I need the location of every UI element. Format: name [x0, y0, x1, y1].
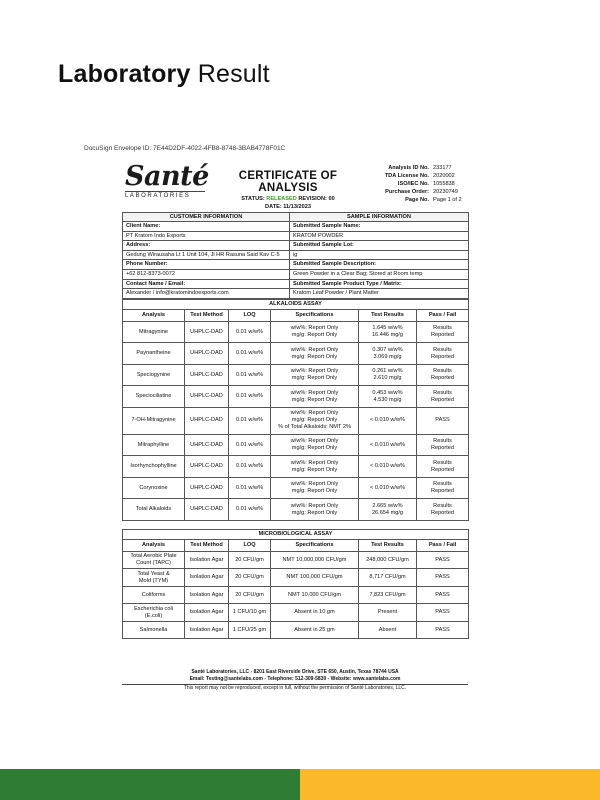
test-method: UHPLC-DAD [185, 499, 229, 521]
pass-fail-cell [417, 343, 469, 365]
meta-label: TDA License No. [384, 173, 429, 179]
analysis-name-line: Coliforms [141, 591, 166, 598]
certificate-document [122, 160, 468, 639]
specification-line: mg/g: Report Only [291, 509, 338, 516]
alkaloid-row [123, 477, 469, 499]
sample-info-heading: SAMPLE INFORMATION [290, 213, 469, 222]
certificate-footer [122, 669, 468, 692]
meta-label: Purchase Order: [385, 189, 429, 195]
test-method: Isolation Agar [185, 586, 229, 604]
specification-cell [271, 477, 359, 499]
test-method: UHPLC-DAD [185, 456, 229, 478]
test-result-line: 4.530 mg/g [373, 396, 402, 403]
sample-type-value: Kratom Leaf Powder / Plant Matter [290, 289, 469, 299]
meta-row [372, 188, 473, 196]
specification-line: w/w%: Report Only [290, 438, 339, 444]
pass-fail: PASS [417, 551, 469, 569]
test-result: Present [359, 604, 417, 622]
pass-fail-line: Reported [431, 445, 455, 451]
phone-label: Phone Number: [123, 260, 290, 270]
analysis-name-cell [123, 621, 185, 639]
column-header: Specifications [271, 539, 359, 551]
loq-value: 0.01 w/w% [229, 343, 271, 365]
loq-value: 0.01 w/w% [229, 321, 271, 343]
specification-line: w/w%: Report Only [290, 481, 339, 487]
certificate-header [122, 160, 468, 210]
meta-label: ISO/IEC No. [397, 181, 429, 187]
test-method: Isolation Agar [185, 621, 229, 639]
specification: Absent in 10 gm [271, 604, 359, 622]
test-result-line: 2.665 w/w% [372, 502, 403, 509]
pass-fail-line: Results [433, 325, 452, 331]
loq-value: 0.01 w/w% [229, 386, 271, 408]
analysis-name-line: (E.coli) [144, 612, 163, 619]
page-title-rest: Result [197, 60, 270, 88]
specification-cell [271, 407, 359, 434]
pass-fail-line: Results [433, 438, 452, 444]
analysis-name-cell [123, 569, 185, 587]
micro-row [123, 586, 469, 604]
status-badge: RELEASED [266, 196, 297, 202]
analysis-name: Corynoxine [123, 477, 185, 499]
test-result-line: 3.069 mg/g [373, 353, 402, 360]
meta-row [372, 172, 473, 180]
sample-name-label: Submitted Sample Name: [290, 222, 469, 232]
certificate-date: DATE: 11/13/2023 [265, 204, 311, 210]
analysis-meta [372, 164, 473, 204]
specification-line: w/w%: Report Only [290, 410, 339, 417]
pass-fail-line: Reported [431, 332, 455, 338]
loq-value: 0.01 w/w% [229, 477, 271, 499]
meta-value: Page 1 of 2 [433, 197, 462, 203]
pass-fail-line: Reported [431, 375, 455, 381]
specification-line: mg/g: Report Only [291, 445, 338, 451]
test-result-cell [359, 407, 417, 434]
customer-info-heading: CUSTOMER INFORMATION [123, 213, 290, 222]
specification-line: w/w%: Report Only [290, 368, 339, 374]
logo-subtitle: LABORATORIES [125, 191, 205, 199]
column-header: Pass / Fail [417, 309, 469, 321]
pass-fail: PASS [417, 604, 469, 622]
meta-value: 1055838 [433, 181, 455, 187]
pass-fail-line: Results [433, 502, 452, 509]
test-result-line: 2.610 mg/g [373, 375, 402, 381]
specification-line: mg/g: Report Only [291, 375, 338, 381]
pass-fail-line: Reported [431, 396, 455, 403]
analysis-name: 7-OH-Mitragynine [123, 407, 185, 434]
analysis-name-cell [123, 551, 185, 569]
specification: NMT 10,000 CFU/gm [271, 586, 359, 604]
test-result-line: < 0.010 w/w% [370, 441, 405, 448]
page-title-bold: Laboratory [58, 60, 191, 88]
specification-cell [271, 321, 359, 343]
footer-bar-green [0, 769, 300, 800]
specification-line: % of Total Alkaloids: NMT 2% [278, 424, 351, 431]
test-result-cell [359, 499, 417, 521]
specification-line: mg/g: Report Only [291, 353, 338, 360]
footer-address: Santé Laboratories, LLC - 8201 East Riverside Drive, STE 650, Austin, Texas 78744 USA [191, 669, 399, 675]
column-header: LOQ [229, 309, 271, 321]
pass-fail-line: Reported [431, 353, 455, 360]
test-result-cell [359, 477, 417, 499]
specification: NMT 100,000 CFU/gm [271, 569, 359, 587]
specification-line: mg/g: Report Only [291, 396, 338, 403]
pass-fail-cell [417, 407, 469, 434]
column-header: Test Results [359, 539, 417, 551]
column-header: Test Results [359, 309, 417, 321]
micro-row [123, 569, 469, 587]
test-result-cell [359, 364, 417, 386]
status-label: STATUS: [241, 196, 265, 202]
specification-cell [271, 499, 359, 521]
test-result-line: 16.446 mg/g [371, 332, 404, 338]
test-result: 8,717 CFU/gm [359, 569, 417, 587]
test-method: UHPLC-DAD [185, 343, 229, 365]
client-name-label: Client Name: [123, 222, 290, 232]
alkaloid-row [123, 407, 469, 434]
column-header: Analysis [123, 309, 185, 321]
test-method: UHPLC-DAD [185, 386, 229, 408]
address-value: Gedung Wirausaha Lt 1 Unit 104, Jl HR Rasuna Said Kav C-5 [123, 250, 290, 260]
test-method: UHPLC-DAD [185, 407, 229, 434]
analysis-name-line: Mold (TYM) [138, 577, 169, 584]
specification-cell [271, 434, 359, 456]
info-table [122, 212, 469, 299]
loq-value: 0.01 w/w% [229, 364, 271, 386]
test-result-line: 1.645 w/w% [372, 325, 403, 331]
column-header: Pass / Fail [417, 539, 469, 551]
test-method: UHPLC-DAD [185, 364, 229, 386]
specification-line: w/w%: Report Only [290, 502, 339, 509]
loq-value: 1 CFU/25 gm [229, 621, 271, 639]
status-line [214, 196, 362, 202]
pass-fail-line: PASS [435, 417, 450, 424]
test-method: UHPLC-DAD [185, 434, 229, 456]
analysis-name: Isorhynchophylline [123, 456, 185, 478]
test-result-line: 0.307 w/w% [372, 346, 403, 353]
loq-value: 20 CFU/gm [229, 551, 271, 569]
meta-row [372, 164, 473, 172]
microbiological-assay-title: MICROBIOLOGICAL ASSAY [123, 529, 469, 539]
sante-logo [125, 161, 209, 199]
analysis-name-line: Total Yeast & [137, 570, 170, 577]
pass-fail-line: Reported [431, 488, 455, 494]
loq-value: 20 CFU/gm [229, 569, 271, 587]
specification-line: mg/g: Report Only [291, 332, 338, 338]
analysis-name: Mitraphylline [123, 434, 185, 456]
pass-fail-line: Reported [431, 509, 455, 516]
sample-description-value: Green Powder in a Clear Bag; Stored at Room temp [290, 269, 469, 279]
microbiological-assay-table [122, 529, 469, 640]
test-method: Isolation Agar [185, 551, 229, 569]
alkaloid-row [123, 499, 469, 521]
sample-description-label: Submitted Sample Description: [290, 260, 469, 270]
column-header: Test Method [185, 539, 229, 551]
docusign-envelope-id: DocuSign Envelope ID: 7E44D2DF-4022-4FB8-8748-3BAB4778F01C [84, 145, 286, 152]
analysis-name-line: Escherichia coli [134, 605, 173, 612]
analysis-name-line: Count (TAPC) [136, 560, 171, 566]
alkaloid-row [123, 343, 469, 365]
analysis-name-cell [123, 604, 185, 622]
alkaloid-row [123, 434, 469, 456]
analysis-name-line: Total Aerobic Plate [130, 553, 177, 559]
test-method: UHPLC-DAD [185, 477, 229, 499]
alkaloids-assay-table [122, 299, 469, 521]
meta-label: Analysis ID No. [388, 165, 429, 171]
contact-value: Alexander / info@kratomindoexports.com [123, 289, 290, 299]
meta-value: 233177 [433, 165, 452, 171]
footer-bar-yellow [300, 769, 600, 800]
test-method: UHPLC-DAD [185, 321, 229, 343]
test-result-line: 0.453 w/w% [372, 389, 403, 396]
test-method: Isolation Agar [185, 604, 229, 622]
test-result-cell [359, 386, 417, 408]
footer-disclaimer: This report may not be reproduced, except in full, without the permission of Santé Laboratories, LLC. [122, 684, 468, 692]
alkaloid-row [123, 321, 469, 343]
pass-fail-cell [417, 364, 469, 386]
specification-line: mg/g: Report Only [291, 466, 338, 473]
alkaloid-row [123, 386, 469, 408]
page-title [58, 60, 270, 89]
sample-lot-label: Submitted Sample Lot: [290, 241, 469, 251]
loq-value: 20 CFU/gm [229, 586, 271, 604]
alkaloids-assay-title: ALKALOIDS ASSAY [123, 299, 469, 309]
column-header: LOQ [229, 539, 271, 551]
test-method: Isolation Agar [185, 569, 229, 587]
pass-fail-cell [417, 321, 469, 343]
sample-lot-value: ig [290, 250, 469, 260]
specification: Absent in 25 gm [271, 621, 359, 639]
pass-fail-line: Results [433, 459, 452, 466]
pass-fail-cell [417, 456, 469, 478]
test-result-cell [359, 456, 417, 478]
alkaloid-row [123, 364, 469, 386]
analysis-name: Speciociliatine [123, 386, 185, 408]
specification-line: mg/g: Report Only [291, 488, 338, 494]
certificate-title-block [214, 170, 362, 210]
alkaloids-column-header-row [123, 309, 469, 321]
meta-row [372, 180, 473, 188]
meta-value: 2020002 [433, 173, 455, 179]
specification: NMT 10,000,000 CFU/gm [271, 551, 359, 569]
pass-fail-cell [417, 499, 469, 521]
sample-type-label: Submitted Sample Product Type / Matrix: [290, 279, 469, 289]
specification-cell [271, 343, 359, 365]
micro-column-header-row [123, 539, 469, 551]
specification-line: mg/g: Report Only [291, 417, 338, 424]
test-result-cell [359, 321, 417, 343]
analysis-name: Paynantheine [123, 343, 185, 365]
test-result-line: 0.261 w/w% [372, 368, 403, 374]
loq-value: 0.01 w/w% [229, 456, 271, 478]
test-result: 248,000 CFU/gm [359, 551, 417, 569]
analysis-name: Total Alkaloids [123, 499, 185, 521]
meta-row [372, 196, 473, 204]
meta-value: 20230749 [433, 189, 458, 195]
pass-fail-cell [417, 434, 469, 456]
specification-cell [271, 456, 359, 478]
address-label: Address: [123, 241, 290, 251]
pass-fail-line: Results [433, 346, 452, 353]
micro-row [123, 621, 469, 639]
contact-label: Contact Name / Email: [123, 279, 290, 289]
specification-line: w/w%: Report Only [290, 346, 339, 353]
pass-fail-line: Reported [431, 466, 455, 473]
loq-value: 0.01 w/w% [229, 407, 271, 434]
test-result-line: < 0.010 w/w% [370, 417, 405, 424]
footer-contact: Email: Testing@santelabs.com - Telephone: 512-309-5830 - Website: www.santelabs.com [189, 676, 401, 682]
pass-fail-line: Results [433, 368, 452, 374]
test-result-line: 26.654 mg/g [371, 509, 404, 516]
analysis-name-line: Salmonella [139, 626, 168, 633]
column-header: Test Method [185, 309, 229, 321]
pass-fail: PASS [417, 621, 469, 639]
test-result: Absent [359, 621, 417, 639]
loq-value: 0.01 w/w% [229, 434, 271, 456]
test-result-cell [359, 434, 417, 456]
test-result-line: < 0.010 w/w% [370, 463, 405, 469]
logo-wordmark: Santé [125, 161, 209, 192]
analysis-name: Mitragynine [123, 321, 185, 343]
client-name-value: PT Kratom Indo Exports [123, 231, 290, 241]
loq-value: 1 CFU/10 gm [229, 604, 271, 622]
test-result-line: < 0.010 w/w% [370, 484, 405, 491]
micro-row [123, 604, 469, 622]
analysis-name-cell [123, 586, 185, 604]
pass-fail-line: Results [433, 389, 452, 396]
specification-cell [271, 386, 359, 408]
pass-fail-cell [417, 386, 469, 408]
phone-value: +62 812-8373-0072 [123, 269, 290, 279]
column-header: Specifications [271, 309, 359, 321]
pass-fail-cell [417, 477, 469, 499]
pass-fail: PASS [417, 569, 469, 587]
specification-cell [271, 364, 359, 386]
pass-fail-line: Results [433, 481, 452, 487]
specification-line: w/w%: Report Only [290, 459, 339, 466]
alkaloid-row [123, 456, 469, 478]
specification-line: w/w%: Report Only [290, 325, 339, 331]
column-header: Analysis [123, 539, 185, 551]
micro-row [123, 551, 469, 569]
test-result: 7,823 CFU/gm [359, 586, 417, 604]
analysis-name: Speciogynine [123, 364, 185, 386]
sample-name-value: KRATOM POWDER [290, 231, 469, 241]
certificate-title: CERTIFICATE OF ANALYSIS [238, 170, 338, 194]
meta-label: Page No. [405, 197, 429, 203]
pass-fail: PASS [417, 586, 469, 604]
specification-line: w/w%: Report Only [290, 389, 339, 396]
revision-label: REVISION: 00 [298, 196, 335, 202]
test-result-cell [359, 343, 417, 365]
loq-value: 0.01 w/w% [229, 499, 271, 521]
